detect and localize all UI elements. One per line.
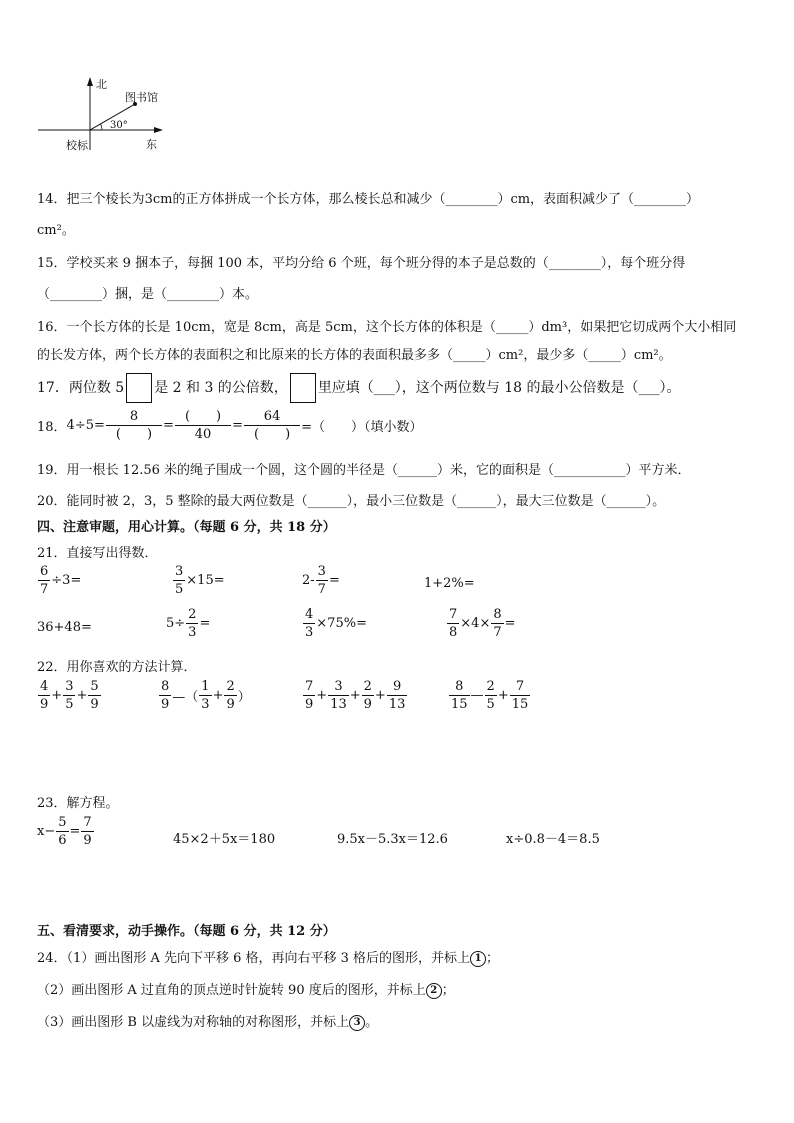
question-18: 18．4÷5= $\frac{8}{( )}$ = $\frac{( )}{40}$ = $\frac{64}{( )}$ =（ ）（填小数） bbox=[37, 409, 423, 442]
question-16: 16．一个长方体的长是 10cm，宽是 8cm，高是 5cm，这个长方体的体积是（_____）dm³，如果把它切成两个大小相同 bbox=[37, 320, 737, 335]
question-24-part-3: （3）画出图形 B 以虚线为对称轴的对称图形，并标上 3 。 bbox=[37, 1015, 379, 1030]
fraction: $\frac{64}{( )}$ bbox=[244, 410, 300, 441]
question-15-line2: （________）捆，是（________）本。 bbox=[37, 287, 259, 302]
circled-number: 2 bbox=[426, 983, 442, 999]
digit-box[interactable] bbox=[126, 373, 152, 403]
section-4-title: 四、注意审题，用心计算。（每题 6 分，共 18 分） bbox=[37, 520, 336, 535]
library-label: 图书馆 bbox=[125, 91, 158, 104]
question-22: 22．用你喜欢的方法计算． bbox=[37, 660, 197, 675]
calc-item: $\frac{7}{8}$ ×4× $\frac{8}{7}$ = bbox=[449, 607, 516, 640]
angle-label: 30° bbox=[110, 120, 128, 131]
calc-item: 5÷ $\frac{2}{3}$ = bbox=[166, 607, 211, 640]
calc-expression: $\frac{4}{9}$ + $\frac{3}{5}$ + $\frac{5}{9}$ bbox=[40, 679, 99, 712]
north-label: 北 bbox=[96, 78, 107, 91]
calc-item: $\frac{6}{7}$ ÷3= bbox=[40, 564, 82, 597]
calc-item: 36+48= bbox=[37, 620, 92, 635]
equation: 9.5x－5.3x＝12.6 bbox=[337, 832, 448, 847]
question-14: 14．把三个棱长为3cm的正方体拼成一个长方体，那么棱长总和减少（________）cm，表面积减少了（________） bbox=[37, 192, 700, 207]
calc-item: 2- $\frac{3}{7}$ = bbox=[302, 564, 340, 597]
circled-number: 1 bbox=[470, 951, 486, 967]
section-5-title: 五、看清要求，动手操作。（每题 6 分，共 12 分） bbox=[37, 924, 336, 939]
calc-expression: $\frac{8}{9}$ —（ $\frac{1}{3}$ + $\frac{2}{9}$ ） bbox=[161, 679, 251, 712]
circled-number: 3 bbox=[349, 1015, 365, 1031]
question-21: 21．直接写出得数． bbox=[37, 546, 158, 561]
q-number: 14． bbox=[37, 192, 67, 207]
equation: x÷0.8－4＝8.5 bbox=[506, 832, 600, 847]
question-16-line2: 的长发方体，两个长方体的表面积之和比原来的长方体的表面积最多多（_____）cm²，最少多（_____）cm²。 bbox=[37, 348, 672, 363]
calc-item: $\frac{3}{5}$ ×15= bbox=[175, 564, 225, 597]
question-17: 17．两位数 5 是 2 和 3 的公倍数， 里应填（___），这个两位数与 18 的最小公倍数是（___）。 bbox=[37, 373, 681, 403]
north-arrowhead bbox=[87, 77, 93, 86]
digit-box[interactable] bbox=[290, 373, 316, 403]
calc-expression: $\frac{7}{9}$ + $\frac{3}{13}$ + $\frac{2}{9}$ + $\frac{9}{13}$ bbox=[305, 679, 406, 712]
angle-arc bbox=[100, 124, 102, 130]
question-14-unit: cm²。 bbox=[37, 223, 75, 238]
question-23: 23．解方程。 bbox=[37, 796, 119, 811]
east-label: 东 bbox=[146, 138, 157, 151]
question-19: 19．用一根长 12.56 米的绳子围成一个圆，这个圆的半径是（______）米，它的面积是（___________）平方米． bbox=[37, 463, 691, 478]
fraction: $\frac{( )}{40}$ bbox=[175, 410, 231, 441]
fraction: $\frac{8}{( )}$ bbox=[106, 410, 162, 441]
question-24: 24．（1）画出图形 A 先向下平移 6 格，再向右平移 3 格后的图形，并标上 1 ； bbox=[37, 951, 500, 966]
school-label: 校标 bbox=[66, 139, 88, 152]
equation: x− $\frac{5}{6}$ = $\frac{7}{9}$ bbox=[37, 815, 92, 848]
equation: 45×2＋5x＝180 bbox=[173, 832, 276, 847]
calc-expression: $\frac{8}{15}$ — $\frac{2}{5}$ + $\frac{7}{15}$ bbox=[451, 679, 529, 712]
calc-item: $\frac{4}{3}$ ×75%= bbox=[305, 607, 367, 640]
east-arrowhead bbox=[154, 127, 163, 133]
question-20: 20．能同时被 2，3，5 整除的最大两位数是（______），最小三位数是（______），最大三位数是（______）。 bbox=[37, 494, 666, 509]
question-24-part-2: （2）画出图形 A 过直角的顶点逆时针旋转 90 度后的图形，并标上 2 ； bbox=[37, 983, 455, 998]
calc-item: 1+2%= bbox=[424, 576, 475, 591]
question-15: 15．学校买来 9 捆本子，每捆 100 本，平均分给 6 个班，每个班分得的本子是总数的（________），每个班分得 bbox=[37, 256, 686, 271]
